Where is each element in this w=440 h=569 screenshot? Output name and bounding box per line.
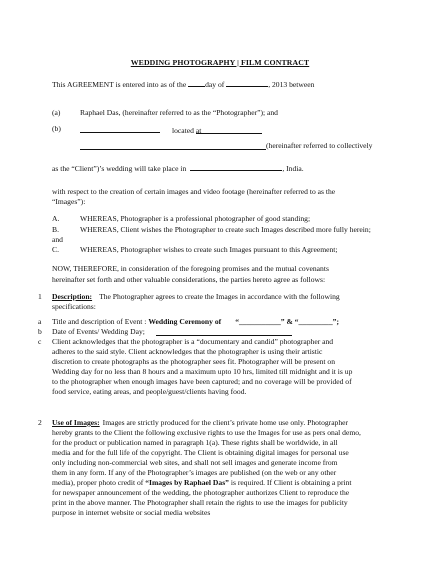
respect-line-2: “Images”):	[52, 197, 86, 206]
party-b-tail: (hereinafter referred to collectively	[266, 141, 373, 150]
party-b-line2	[52, 162, 304, 175]
section-2-line-8: for newspaper announcement of the wedding, the photographer authorizes Client to reproduce the	[52, 488, 350, 497]
whereas-b-label: B.	[52, 225, 59, 234]
whereas-b-text: WHEREAS, Client wishes the Photographer to create such Images described more fully herein;	[80, 225, 371, 234]
section-2-line-4: media and for the full life of the copyright. The Client is obtaining digital images for personal use	[52, 448, 349, 457]
whereas-c-text: WHEREAS, Photographer wishes to create such Images pursuant to this Agreement;	[80, 245, 338, 254]
section-2-line-9: print in the above manner. The Photographer shall retain the rights to use the images for publicity	[52, 498, 348, 507]
section-2-line-1	[52, 418, 348, 429]
party-a-label: (a)	[52, 108, 61, 117]
item-c-line-4: Wedding day for no less than 8 hours and a maximum upto 10 hrs, limited till midnight and it is up	[52, 367, 353, 376]
month-blank[interactable]	[226, 78, 268, 87]
item-b-label: b	[38, 327, 42, 336]
item-b-text: Date of Events/ Wedding Day;	[52, 327, 145, 336]
whereas-and: and	[52, 235, 63, 244]
now-therefore-line-1: NOW, THEREFORE, in consideration of the foregoing promises and the mutual covenants	[52, 264, 329, 273]
section-1-heading: Description:	[52, 292, 93, 301]
whereas-a-text: WHEREAS, Photographer is a professional photographer of good standing;	[80, 214, 311, 223]
wedding-place-suffix: , India.	[282, 164, 304, 173]
section-1-text: The Photographer agrees to create the Images in accordance with the following	[99, 292, 340, 301]
item-c-line-5: to the photographer when enough images have been captured; and no coverage will be provided of	[52, 377, 352, 386]
item-c-line-1: Client acknowledges that the photographer is a “documentary and candid” photographer and	[52, 337, 334, 346]
intro-suffix: , 2013 between	[268, 80, 315, 89]
agreement-intro	[52, 78, 314, 91]
groom-name-blank[interactable]: “_________”;	[294, 317, 339, 326]
section-2-line-2: hereby grants to the Client the following exclusive rights to use the Images for use as pers onal demo,	[52, 428, 361, 437]
location-blank[interactable]	[196, 133, 262, 134]
now-therefore-line-2: hereinafter set forth and other valuable considerations, the parties hereto agree as follows:	[52, 275, 326, 284]
item-a-label: a	[38, 317, 42, 326]
party-b-label: (b)	[52, 124, 61, 133]
bride-name-blank[interactable]: “___________”	[235, 317, 285, 326]
section-1-line-2: specifications:	[52, 302, 96, 311]
intro-prefix: This AGREEMENT is entered into as of the	[52, 80, 189, 89]
located-at-label: located at	[172, 126, 202, 135]
section-2-heading: Use of Images:	[52, 418, 100, 427]
party-a-text: Raphael Das, (hereinafter referred to as the “Photographer”); and	[80, 108, 278, 117]
section-1-number: 1	[38, 292, 42, 301]
section-2-line-6: them in any form. If any of the Photographer’s images are published (on the web or any other	[52, 468, 337, 477]
item-c-label: c	[38, 337, 42, 346]
section-2-line-3: for the product or publication named in paragraph 1(a). These rights shall be worldwide, in all	[52, 438, 338, 447]
party-b-line1	[80, 124, 201, 137]
whereas-c-label: C.	[52, 245, 59, 254]
photo-credit-bold: “Images by Raphael Das”	[145, 478, 229, 487]
section-2-line-10: purpose in internet website or social media websites	[52, 508, 211, 517]
respect-line-1: with respect to the creation of certain images and video footage (hereinafter referred to as the	[52, 187, 336, 196]
section-2-line-5: only including non-commercial web sites, and shall not sell images and generate income from	[52, 458, 338, 467]
wedding-place-prefix: as the “Client”)’s wedding will take place in	[52, 164, 187, 173]
item-c-line-3: discretion to create photographs as the photographer sees fit. Photographer will be present on	[52, 357, 335, 366]
item-c-line-6: food service, eating areas, and people/guest/clients having food.	[52, 387, 247, 396]
client-name-blank[interactable]	[80, 124, 160, 133]
section-2-text-1: Images are strictly produced for the client’s private home use only. Photographer	[102, 418, 349, 427]
client-address-blank[interactable]	[80, 149, 266, 150]
wedding-place-blank[interactable]	[190, 162, 282, 171]
section-2-line-7	[52, 478, 352, 489]
whereas-a-label: A.	[52, 214, 60, 223]
item-a-text	[52, 317, 339, 328]
ampersand: &	[284, 317, 295, 326]
event-title-bold: Wedding Ceremony of	[148, 317, 222, 326]
item-c-line-2: adheres to the said style. Client acknowledges that the photographer is using their artistic	[52, 347, 323, 356]
photo-credit-prefix: media), proper photo credit of	[52, 478, 146, 487]
wedding-date-blank[interactable]	[156, 335, 292, 336]
intro-mid: day of	[205, 80, 227, 89]
photo-credit-suffix: is required. If Client is obtaining a print	[228, 478, 352, 487]
section-1-line-1	[52, 292, 340, 303]
event-title-prefix: Title and description of Event :	[52, 317, 149, 326]
document-title: WEDDING PHOTOGRAPHY | FILM CONTRACT	[130, 58, 310, 67]
day-blank[interactable]	[188, 78, 205, 87]
section-2-number: 2	[38, 418, 42, 427]
